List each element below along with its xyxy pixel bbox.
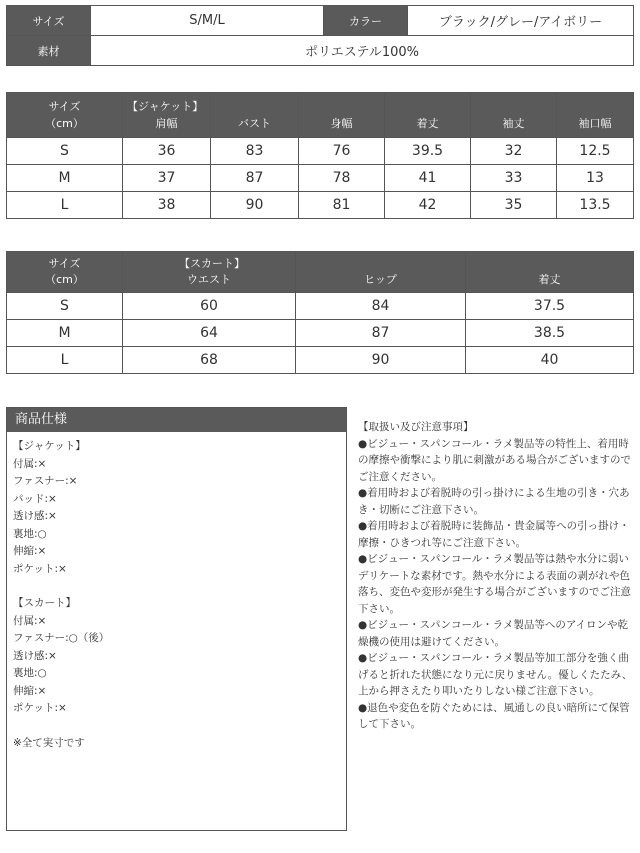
- value-cell: 76: [299, 138, 385, 165]
- value-cell: 13.5: [557, 192, 634, 219]
- value-cell: 78: [299, 165, 385, 192]
- jacket-col-sleeve: [471, 93, 557, 138]
- value-cell: 35: [471, 192, 557, 219]
- size-value: S/M/L: [91, 6, 324, 36]
- jacket-col-width: [299, 93, 385, 138]
- skirt-size-header-unit: （cm）: [45, 273, 84, 286]
- jacket-size-header: [7, 93, 123, 138]
- spec-line: パッド:×: [13, 492, 57, 505]
- jacket-col-label: 身幅: [330, 117, 353, 130]
- table-row: [7, 138, 634, 165]
- spec-line: 透け感:×: [13, 649, 57, 662]
- value-cell: 39.5: [385, 138, 471, 165]
- value-cell: 12.5: [557, 138, 634, 165]
- size-cell: M: [7, 320, 123, 347]
- value-cell: 40: [466, 347, 634, 374]
- skirt-col-length: [466, 252, 634, 293]
- note-item: ●退色や変色を防ぐためには、風通しの良い暗所にて保管して下さい。: [358, 701, 630, 730]
- jacket-size-table: [6, 92, 634, 219]
- color-value: ブラック/グレー/アイボリー: [408, 6, 634, 36]
- value-cell: 37: [123, 165, 211, 192]
- table-row: [7, 320, 634, 347]
- spec-line: 透け感:×: [13, 510, 57, 522]
- value-cell: 68: [123, 347, 296, 374]
- spec-title: 商品仕様: [7, 408, 346, 432]
- value-cell: 36: [123, 138, 211, 165]
- material-value: ポリエステル100%: [91, 36, 634, 66]
- skirt-header-row: [7, 252, 634, 293]
- skirt-section-label: 【スカート】: [179, 257, 245, 270]
- table-row: [7, 347, 634, 374]
- table-row: [7, 165, 634, 192]
- size-label: サイズ: [7, 6, 91, 36]
- spec-line: 【ジャケット】: [13, 440, 86, 452]
- note-item: ●着用時および着脱時の引っ掛けによる生地の引き・穴あき・切断にご注意下さい。: [358, 487, 630, 516]
- spec-body: [7, 432, 346, 758]
- value-cell: 41: [385, 165, 471, 192]
- size-cell: S: [7, 138, 123, 165]
- jacket-col-label: 着丈: [416, 117, 439, 130]
- skirt-col-hip: [296, 252, 466, 293]
- note-item: ●ビジュー・スパンコール・ラメ製品等加工部分を強く曲げると折れた状態になり元に戻りません。優しくたたみ、上から押さえたり叩いたりしない様ご注意下さい。: [358, 652, 633, 697]
- jacket-col-cuff: [557, 93, 634, 138]
- jacket-size-header-label: サイズ: [48, 100, 81, 113]
- size-cell: L: [7, 347, 123, 374]
- size-cell: S: [7, 293, 123, 320]
- value-cell: 32: [471, 138, 557, 165]
- jacket-col-label: 肩幅: [155, 117, 178, 130]
- value-cell: 81: [299, 192, 385, 219]
- value-cell: 84: [296, 293, 466, 320]
- product-info-table: [6, 5, 634, 66]
- size-cell: L: [7, 192, 123, 219]
- spec-line: ポケット:×: [13, 702, 67, 714]
- jacket-col-label: 袖口幅: [578, 117, 612, 130]
- spec-line: ファスナー:○（後）: [13, 632, 110, 644]
- note-item: ●ビジュー・スパンコール・ラメ製品等の特性上、着用時の摩擦や衝撃により肌に刺激がある場合がございますのでご注意ください。: [358, 437, 631, 483]
- spacer: [13, 578, 340, 595]
- jacket-col-length: [385, 93, 471, 138]
- info-row-material: [7, 36, 634, 66]
- table-row: [7, 192, 634, 219]
- value-cell: 83: [211, 138, 299, 165]
- color-label: カラー: [324, 6, 408, 36]
- value-cell: 64: [123, 320, 296, 347]
- value-cell: 38.5: [466, 320, 634, 347]
- note-item: ●ビジュー・スパンコール・ラメ製品等へのアイロンや乾燥機の使用は避けてください。: [358, 619, 628, 648]
- jacket-col-shoulder: [123, 93, 211, 138]
- jacket-col-label: バスト: [238, 117, 271, 130]
- skirt-col-label: ヒップ: [364, 273, 397, 286]
- value-cell: 90: [296, 347, 466, 374]
- material-label: 素材: [7, 36, 91, 66]
- value-cell: 60: [123, 293, 296, 320]
- care-notes: [358, 419, 634, 733]
- spec-footnote: ※全て実寸です: [13, 736, 85, 749]
- spec-line: 裏地:○: [13, 527, 47, 540]
- jacket-header-row: [7, 93, 634, 138]
- value-cell: 87: [211, 165, 299, 192]
- notes-heading: 【取扱い及び注意事項】: [358, 421, 474, 433]
- jacket-section-label: 【ジャケット】: [127, 100, 204, 113]
- jacket-col-bust: [211, 93, 299, 138]
- skirt-size-header: [7, 252, 123, 293]
- value-cell: 33: [471, 165, 557, 192]
- spacer: [13, 718, 340, 735]
- skirt-col-label: ウエスト: [187, 273, 231, 286]
- spec-line: 伸縮:×: [13, 545, 47, 557]
- value-cell: 37.5: [466, 293, 634, 320]
- jacket-col-label: 袖丈: [502, 117, 525, 130]
- spec-line: ファスナー:×: [13, 475, 78, 487]
- jacket-size-header-unit: （cm）: [45, 117, 84, 130]
- value-cell: 87: [296, 320, 466, 347]
- spec-line: 【スカート】: [13, 597, 76, 609]
- skirt-col-label: 着丈: [538, 273, 561, 286]
- skirt-size-table: [6, 251, 634, 374]
- spec-line: 裏地:○: [13, 667, 47, 679]
- value-cell: 42: [385, 192, 471, 219]
- note-item: ●ビジュー・スパンコール・ラメ製品等は熱や水分に弱いデリケートな素材です。熱や水分による表面の剥がれや色落ち、変色や変形が発生する場合がございますのでご注意下さい。: [358, 553, 631, 615]
- product-spec-box: [6, 407, 347, 831]
- spec-line: 伸縮:×: [13, 684, 47, 697]
- note-item: ●着用時および着脱時に装飾品・貴金属等への引っ掛け・摩擦・ひきつれ等にご注意下さい。: [358, 520, 630, 549]
- spec-line: 付属:×: [13, 614, 47, 627]
- value-cell: 13: [557, 165, 634, 192]
- info-row-size-color: [7, 6, 634, 36]
- value-cell: 38: [123, 192, 211, 219]
- table-row: [7, 293, 634, 320]
- skirt-size-header-label: サイズ: [48, 257, 81, 270]
- value-cell: 90: [211, 192, 299, 219]
- size-cell: M: [7, 165, 123, 192]
- skirt-col-waist: [123, 252, 296, 293]
- spec-line: ポケット:×: [13, 562, 67, 575]
- spec-line: 付属:×: [13, 457, 47, 470]
